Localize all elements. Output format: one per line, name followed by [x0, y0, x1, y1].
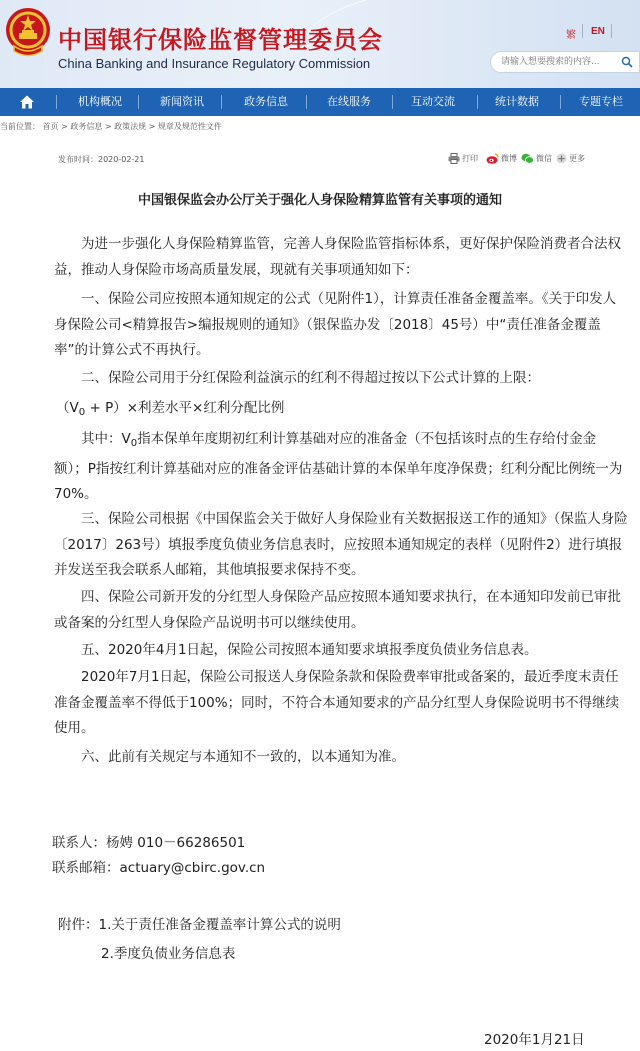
nav-item-topics[interactable]: 专题专栏 — [579, 95, 623, 108]
article-paragraph: 为进一步强化人身保险精算监管，完善人身保险监管指标体系，更好保护保险消费者合法权益，推动人身保险市场高质量发展，现就有关事项通知如下： — [54, 236, 621, 278]
nav-divider — [138, 95, 139, 109]
nav-item-statistics[interactable]: 统计数据 — [495, 95, 539, 108]
nav-item-online-service[interactable]: 在线服务 — [327, 95, 371, 108]
print-button[interactable] — [448, 151, 478, 165]
attachment-1: 附件：1.关于责任准备金覆盖率计算公式的说明 — [58, 917, 341, 933]
article-paragraph: 六、此前有关规定与本通知不一致的，以本通知为准。 — [81, 749, 405, 765]
search-input[interactable] — [501, 55, 619, 69]
formula-part: （V — [56, 400, 79, 416]
nav-divider — [392, 95, 393, 109]
article-paragraph — [54, 427, 628, 508]
weibo-label: 微博 — [501, 153, 517, 163]
publish-date: 发布时间：2020-02-21 — [58, 155, 145, 164]
formula-subscript: 0 — [78, 407, 86, 418]
site-header — [0, 0, 640, 88]
weibo-share-button[interactable] — [486, 151, 517, 165]
nav-divider — [221, 95, 222, 109]
home-icon[interactable] — [19, 94, 35, 110]
plus-icon — [556, 153, 567, 164]
article-paragraph: 五、2020年4月1日起，保险公司按照本通知要求填报季度负债业务信息表。 — [81, 642, 538, 658]
wechat-label: 微信 — [536, 153, 552, 163]
nav-item-about[interactable]: 机构概况 — [78, 95, 122, 108]
nav-item-interaction[interactable]: 互动交流 — [411, 95, 455, 108]
text-part: 其中：V — [81, 431, 131, 447]
wechat-icon — [521, 153, 534, 164]
site-title-cn[interactable]: 中国银行保险监督管理委员会 — [58, 26, 383, 54]
article-paragraph: 四、保险公司新开发的分红型人身保险产品应按照本通知要求执行，在本通知印发前已审批或备案的分红型人身保险产品说明书可以继续使用。 — [54, 589, 621, 631]
lang-traditional-link[interactable]: 繁 — [566, 30, 576, 41]
search-box[interactable] — [490, 51, 640, 73]
main-nav — [0, 88, 640, 116]
article-paragraph: 一、保险公司应按照本通知规定的公式（见附件1），计算责任准备金覆盖率。《关于印发人身保险公司<精算报告>编报规则的通知》（银保监办发〔2018〕45号）中“责任准备金覆盖率”的计算公式不再执行。 — [54, 291, 617, 358]
print-label: 打印 — [462, 153, 478, 163]
printer-icon — [448, 153, 460, 164]
more-share-button[interactable] — [556, 151, 585, 165]
lang-divider — [611, 24, 612, 38]
lang-divider — [582, 24, 583, 38]
nav-item-news[interactable]: 新闻资讯 — [160, 95, 204, 108]
dividend-formula — [56, 396, 284, 426]
site-title-en[interactable]: China Banking and Insurance Regulatory Commission — [58, 56, 371, 71]
national-emblem-icon — [4, 6, 52, 58]
formula-part: + P）×利差水平×红利分配比例 — [85, 400, 285, 416]
breadcrumb[interactable]: 当前位置： 首页 > 政务信息 > 政策法规 > 规章及规范性文件 — [0, 122, 222, 131]
nav-item-gov-info[interactable]: 政务信息 — [244, 95, 288, 108]
nav-divider — [560, 95, 561, 109]
article-paragraph: 三、保险公司根据《中国保监会关于做好人身保险业有关数据报送工作的通知》（保监人身险〔2017〕263号）填报季度负债业务信息表时，应按照本通知规定的表样（见附件2）进行填报并发送至我会联系人邮箱，其他填报要求保持不变。 — [54, 511, 628, 578]
weibo-icon — [486, 153, 499, 164]
article-title: 中国银保监会办公厅关于强化人身保险精算监管有关事项的通知 — [137, 193, 502, 208]
search-icon[interactable] — [621, 56, 633, 68]
contact-person: 联系人：杨娉 010－66286501 — [52, 835, 246, 851]
nav-divider — [477, 95, 478, 109]
more-label: 更多 — [569, 153, 585, 163]
text-subscript: 0 — [130, 438, 138, 449]
nav-divider — [56, 95, 57, 109]
article-paragraph: 2020年7月1日起，保险公司报送人身保险条款和保险费率审批或备案的，最近季度末责任准备金覆盖率不得低于100%；同时，不符合本通知要求的产品分红型人身保险说明书不得继续使用。 — [54, 669, 620, 736]
nav-divider — [306, 95, 307, 109]
attachment-2: 2.季度负债业务信息表 — [101, 946, 236, 962]
article-paragraph: 二、保险公司用于分红保险利益演示的红利不得超过按以下公式计算的上限： — [81, 370, 540, 386]
text-part: 指本保单年度期初红利计算基础对应的准备金（不包括该时点的生存给付金金额）；P指按红利计算基础对应的准备金评估基础计算的本保单年度净保费；红利分配比例统一为70%。 — [54, 431, 623, 502]
contact-email: 联系邮箱：actuary@cbirc.gov.cn — [52, 860, 266, 876]
wechat-share-button[interactable] — [521, 151, 552, 165]
signature-date: 2020年1月21日 — [484, 1032, 585, 1048]
lang-english-link[interactable]: EN — [591, 26, 605, 37]
